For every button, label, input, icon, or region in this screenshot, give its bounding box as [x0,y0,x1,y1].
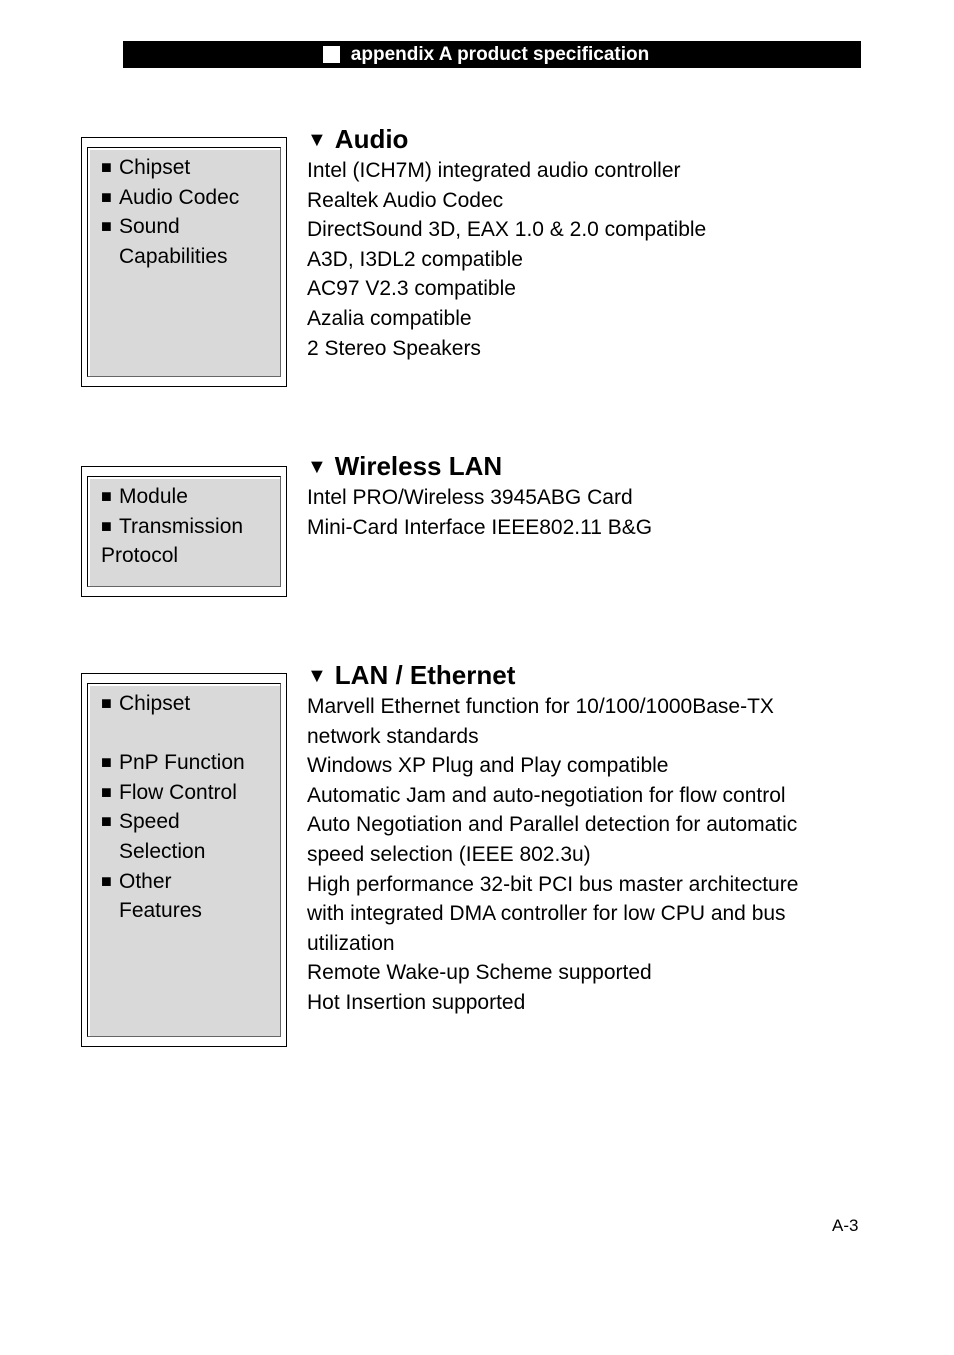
feature-label: Audio Codec [119,185,240,209]
square-bullet-icon: ■ [101,870,112,891]
triangle-down-icon: ▼ [307,129,327,151]
spec-line: network standards [307,724,479,748]
feature-item [101,512,280,542]
square-bullet-icon: ■ [101,693,112,713]
page-number: A-3 [832,1216,859,1235]
spec-line: Intel PRO/Wireless 3945ABG Card [307,486,633,509]
spec-line: Realtek Audio Codec [307,188,504,212]
chapter-title: appendix A product specification [350,43,650,65]
feature-item [101,867,280,926]
feature-item [101,807,280,866]
feature-label: Sound Capabilities [119,215,228,268]
audio-content [307,123,867,363]
section-title-text: Wireless LAN [334,451,503,481]
spec-line: AC97 V2.3 compatible [307,277,516,301]
section-title [307,450,867,483]
feature-label: Protocol [101,544,179,568]
chapter-header-bar [123,41,861,68]
section-title-text: LAN / Ethernet [334,660,516,690]
spec-line: Remote Wake-up Scheme supported [307,961,652,985]
spec-line: Windows XP Plug and Play compatible [307,754,669,778]
spec-line: 2 Stereo Speakers [307,336,481,360]
spec-line: Intel (ICH7M) integrated audio controller [307,159,681,182]
feature-label: PnP Function [119,751,245,775]
square-bullet-icon: ■ [101,781,112,802]
feature-label: Transmission [119,514,244,538]
spec-line: Marvell Ethernet function for 10/100/1000Base-TX [307,695,774,718]
square-bullet-icon: ■ [101,515,112,536]
feature-item [101,183,280,213]
spec-line: Automatic Jam and auto-negotiation for flow control [307,783,786,807]
square-bullet-icon: ■ [101,486,112,506]
square-bullet-icon: ■ [101,752,112,773]
feature-label: Flow Control [119,780,237,804]
wireless-content [307,450,867,542]
ethernet-feature-list [87,683,281,1037]
section-title [307,659,867,692]
section-title [307,123,867,156]
feature-label: Other Features [119,869,202,923]
section-title-text: Audio [334,124,409,154]
spec-line: utilization [307,931,395,955]
ethernet-content [307,659,867,1018]
spec-line: A3D, I3DL2 compatible [307,247,523,271]
feature-item [101,541,280,571]
spec-line: with integrated DMA controller for low CPU and bus [307,902,786,926]
feature-item [101,748,280,778]
spec-line: Mini-Card Interface IEEE802.11 B&G [307,515,653,539]
square-bullet-icon: ■ [101,186,112,207]
feature-label: Chipset [119,692,191,715]
feature-item [101,212,280,271]
audio-feature-list [87,147,281,377]
wireless-feature-box [81,466,287,597]
triangle-down-icon: ▼ [307,665,327,687]
wireless-feature-list [87,476,281,587]
spec-line: Auto Negotiation and Parallel detection for automatic [307,813,798,837]
audio-feature-box [81,137,287,387]
square-bullet-icon: ■ [101,157,112,177]
spec-line: speed selection (IEEE 802.3u) [307,842,591,866]
spec-line: DirectSound 3D, EAX 1.0 & 2.0 compatible [307,218,707,242]
feature-item [101,153,280,183]
feature-item [101,778,280,808]
square-bullet-icon [323,46,340,63]
spec-line: High performance 32-bit PCI bus master architecture [307,872,799,896]
square-bullet-icon: ■ [101,216,112,237]
feature-label: Chipset [119,156,191,179]
triangle-down-icon: ▼ [307,456,327,478]
feature-item [101,689,280,719]
square-bullet-icon: ■ [101,811,112,832]
spec-line: Hot Insertion supported [307,990,526,1014]
feature-item [101,482,280,512]
feature-label: Module [119,485,188,508]
ethernet-feature-box [81,673,287,1047]
feature-label: Speed Selection [119,810,206,863]
spec-line: Azalia compatible [307,306,472,330]
